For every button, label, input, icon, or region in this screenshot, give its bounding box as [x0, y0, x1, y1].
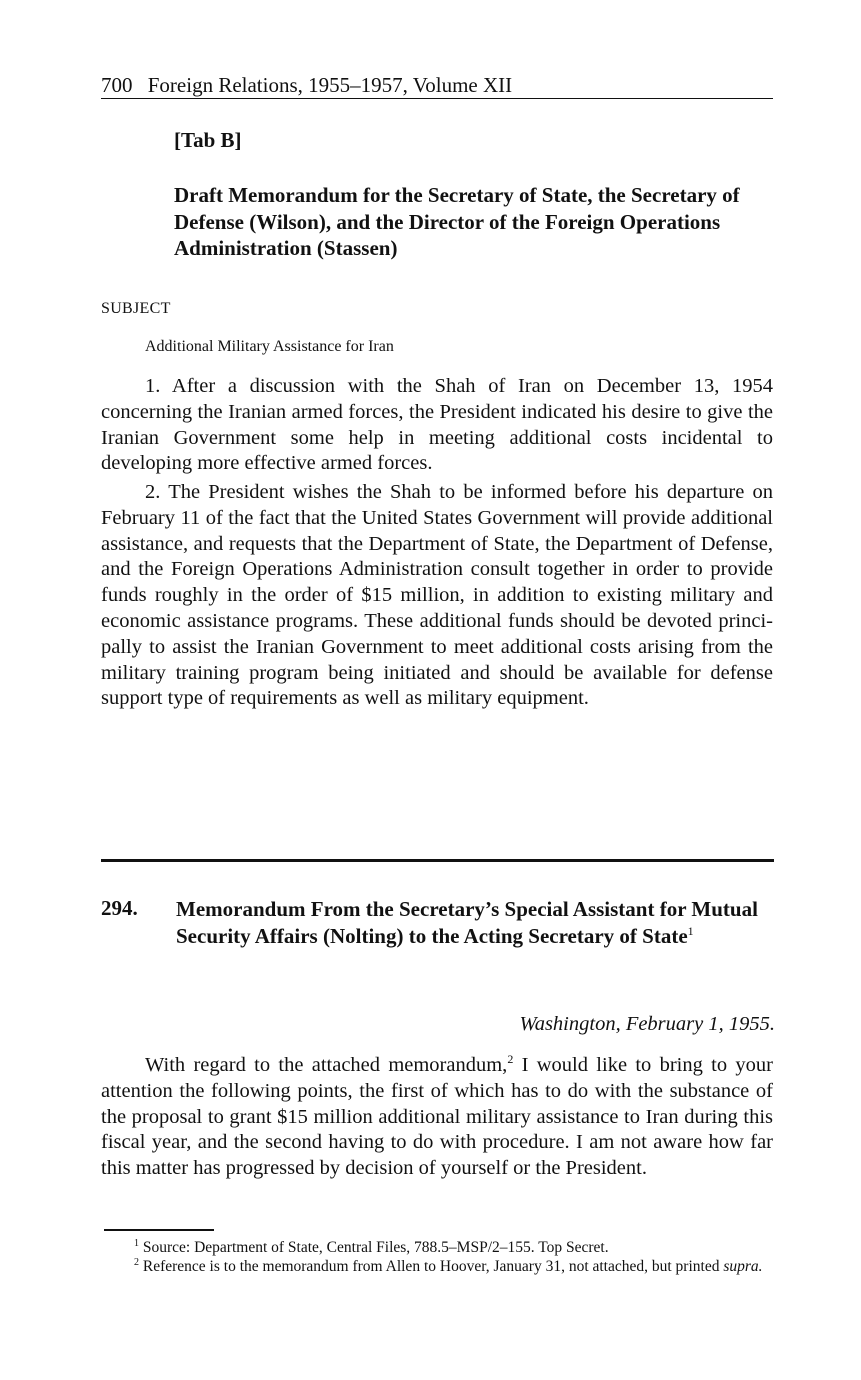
- footnote-1: [104, 1238, 774, 1257]
- running-header: [101, 72, 773, 99]
- paragraph-text: [101, 1053, 773, 1182]
- paragraph-text: 1. After a discussion with the Shah of Iran on December 13, 1954 concerning the Iranian armed forces, the President indicated his desire to give the Iranian Government some help in meeting additional costs incidental to developing more effective armed forces.: [101, 375, 773, 475]
- page-number: 700: [101, 73, 133, 97]
- paragraph-text-part1: With regard to the attached memorandum,: [145, 1054, 508, 1076]
- paragraph-1: [101, 374, 773, 477]
- subject-text: Additional Military Assistance for Iran: [145, 338, 394, 355]
- subject-label: SUBJECT: [101, 300, 171, 317]
- footnotes: [104, 1238, 774, 1276]
- footnote-marker: 1: [134, 1237, 139, 1249]
- paragraph-text: 2. The President wishes the Shah to be informed before his departure on February 11 of the fact that the United States Government will provide additional assistance, and requests that the Department of State, the Department of Defense, and the Foreign Operations Administration consult together in order to provide funds roughly in the order of $15 million, in addition to existing military and economic assistance programs. These additional funds should be devoted principally to assist the Iranian Government to meet additional costs arising from the military training program being initiated and should be available for defense support type of requirements as well as military equipment.: [101, 481, 773, 710]
- memo-294-paragraph: [101, 1053, 773, 1182]
- memo-294-title: [176, 896, 776, 949]
- footnote-italic-tail: supra.: [723, 1258, 763, 1275]
- tab-label: [Tab B]: [174, 128, 242, 152]
- paragraph-2: [101, 480, 773, 712]
- footnote-text: Source: Department of State, Central Files, 788.5–MSP/2–155. Top Secret.: [142, 1239, 609, 1256]
- series-title: Foreign Relations, 1955–1957, Volume XII: [147, 73, 513, 97]
- section-divider: [101, 859, 774, 862]
- footnote-text: Reference is to the memorandum from Allen to Hoover, January 31, not attached, but printed: [142, 1258, 724, 1275]
- paragraph-text-part2: I would like to bring to your attention the following points, the first of which has to do with the substance of the proposal to grant $15 million additional military assistance to Iran during this fiscal year, and the second having to do with procedure. I am not aware how far this matter has progressed by decision of yourself or the President.: [101, 1054, 773, 1180]
- footnote-2: [104, 1257, 774, 1276]
- dateline: Washington, February 1, 1955.: [519, 1013, 775, 1035]
- draft-memo-title: Draft Memorandum for the Secretary of State, the Secretary of Defense (Wilson), and the Director of the Foreign Operations Administration (Stassen): [174, 183, 740, 260]
- footnote-divider: [104, 1229, 214, 1231]
- document-number: 294.: [101, 896, 138, 920]
- footnote-ref-1[interactable]: 1: [687, 923, 694, 938]
- footnote-ref-2[interactable]: 2: [507, 1052, 514, 1067]
- memo-294-title-text: Memorandum From the Secretary’s Special Assistant for Mutual Security Affairs (Nolting) to the Acting Secretary of State: [176, 897, 758, 948]
- footnote-marker: 2: [134, 1256, 139, 1268]
